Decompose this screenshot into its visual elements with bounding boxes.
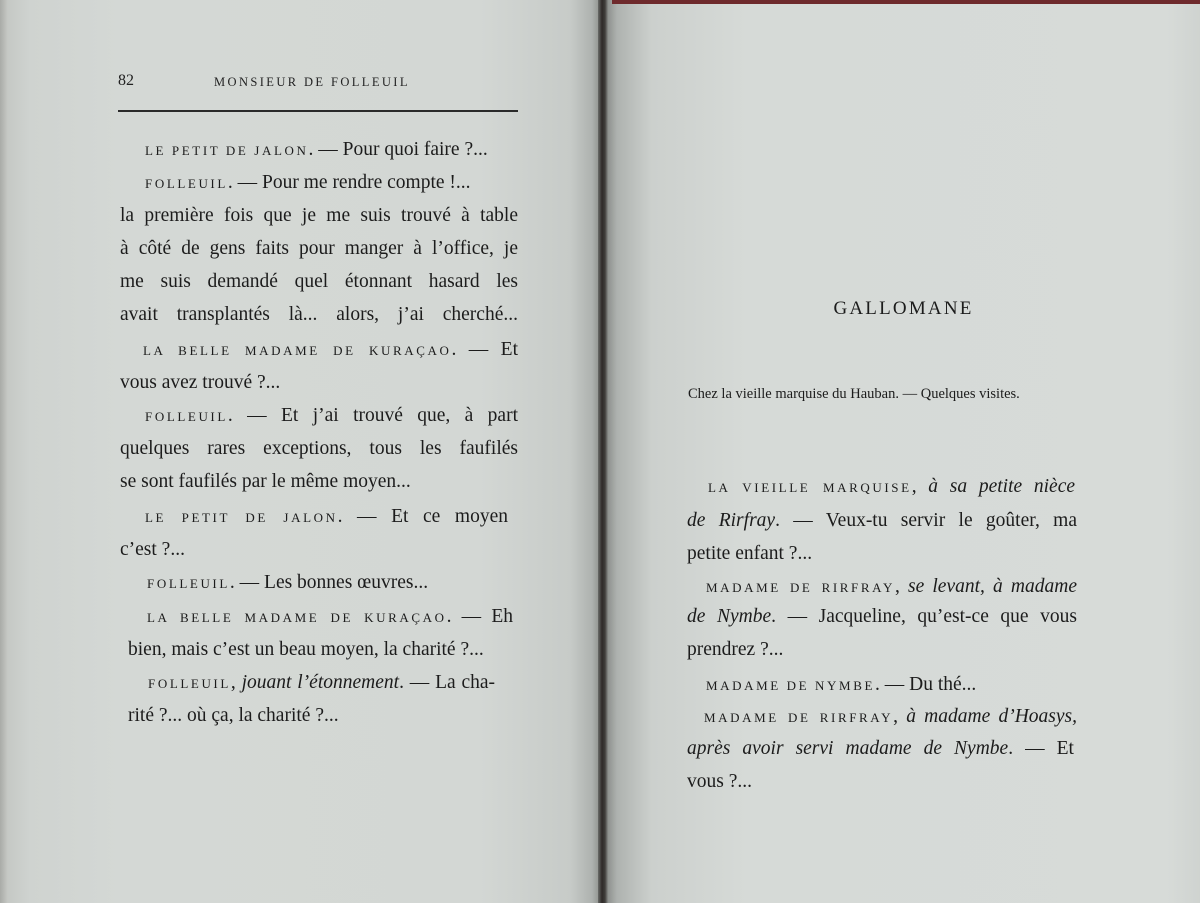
line-text: quelques rares exceptions, tous les faufilés [120,438,518,459]
speaker-line [147,570,428,597]
right-page [607,0,1200,903]
stage-direction: de Rirfray [687,510,776,531]
text-line [128,703,339,729]
chapter-title: GALLOMANE [833,298,974,319]
text-line [687,769,752,795]
speaker-line [145,170,471,197]
speaker-line [148,670,495,697]
scene-setting: Chez la vieille marquise du Hauban. — Quelques visites. [688,386,1020,402]
text-line [120,236,518,262]
line-text: . — Et [1008,738,1074,759]
line-text: . — Et j’ai trouvé que, à part [227,405,518,426]
speaker-line [704,704,1077,731]
text-line [128,637,484,663]
stage-direction: à madame d’Hoasys, [906,706,1077,727]
line-text: se sont faufilés par le même moyen... [120,471,411,492]
line-text: petite enfant ?... [687,543,813,564]
line-text: à côté de gens faits pour manger à l’office, je [120,238,518,259]
line-text: c’est ?... [120,539,185,560]
line-text: . — Les bonnes œuvres... [229,572,429,593]
running-head [118,72,518,94]
page-number: 82 [118,72,134,89]
text-line [120,436,518,462]
stage-direction: de Nymbe [687,606,772,627]
speaker-name: FOLLEUIL [147,576,230,591]
speaker-name: FOLLEUIL [145,409,228,424]
speaker-name: MADAME DE RIRFRAY [704,710,894,725]
text-line [120,302,518,328]
text-line [120,269,518,295]
line-text: . — Et [451,339,518,360]
line-text: , [230,672,242,693]
page-edge [0,0,8,903]
stage-direction: à sa petite nièce [928,476,1076,497]
text-line [687,541,812,567]
speaker-line [708,474,1075,501]
text-line [687,637,783,663]
stage-direction: se levant, à madame [907,576,1077,597]
line-text: , [911,476,929,497]
line-text: vous ?... [687,771,752,792]
speaker-line [147,604,513,631]
speaker-name: FOLLEUIL [145,176,228,191]
line-text: avait transplantés là... alors, j’ai cherché... [120,304,518,325]
line-text: vous avez trouvé ?... [120,372,281,393]
text-line [120,537,185,563]
text-line [120,370,280,396]
speaker-name: LA BELLE MADAME DE KURAÇAO [147,610,447,625]
speaker-line [145,504,508,531]
speaker-name: FOLLEUIL [148,676,231,691]
line-text: bien, mais c’est un beau moyen, la charité ?... [128,639,484,660]
speaker-name: MADAME DE NYMBE [706,678,875,693]
speaker-line [706,672,976,699]
line-text: , [893,706,907,727]
text-line [687,604,1077,630]
speaker-line [145,137,488,164]
text-line [687,508,1077,534]
stage-direction: jouant l’étonnement [241,672,400,693]
text-line [120,469,411,495]
stage-direction: après avoir servi madame de Nymbe [687,738,1009,759]
line-text: me suis demandé quel étonnant hasard les [120,271,518,292]
line-text: . — Du thé... [875,674,977,695]
speaker-name: MADAME DE RIRFRAY [706,580,895,595]
speaker-name: LE PETIT DE JALON [145,510,338,525]
text-line [120,203,518,229]
speaker-name: LE PETIT DE JALON [145,143,309,158]
line-text: . — Pour me rendre compte !... [227,172,471,193]
line-text: . — Eh [446,606,513,627]
speaker-line [143,337,518,364]
speaker-name: LA BELLE MADAME DE KURAÇAO [143,343,452,358]
cover-edge [612,0,1200,4]
line-text: . — Jacqueline, qu’est-ce que vous [771,606,1078,627]
line-text: . — La cha- [399,672,496,693]
line-text: . — Veux-tu servir le goûter, ma [775,510,1077,531]
header-rule [118,110,518,112]
line-text: . — Et ce moyen [337,506,508,527]
running-head-title: MONSIEUR DE FOLLEUIL [214,75,410,89]
text-line [687,736,1074,762]
line-text: la première fois que je me suis trouvé à table [120,205,518,226]
speaker-line [706,574,1077,601]
speaker-line [145,403,518,430]
line-text: . — Pour quoi faire ?... [308,139,488,160]
line-text: , [894,576,908,597]
line-text: rité ?... où ça, la charité ?... [128,705,339,726]
line-text: prendrez ?... [687,639,784,660]
speaker-name: LA VIEILLE MARQUISE [708,480,912,495]
book-gutter [598,0,608,903]
